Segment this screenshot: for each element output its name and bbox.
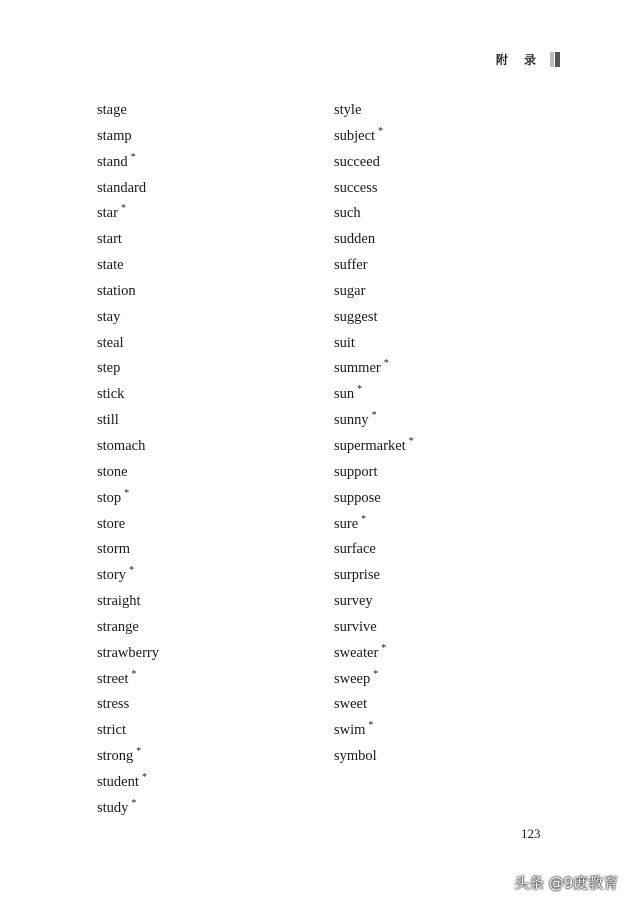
asterisk-mark: * [129, 565, 134, 577]
word-entry [334, 405, 414, 431]
word-entry [97, 586, 162, 612]
word-entry [97, 302, 162, 328]
word-entry [97, 715, 162, 741]
word-column-left [97, 95, 162, 819]
word-entry [97, 405, 162, 431]
word-entry [97, 664, 162, 690]
word-text: sudden [334, 231, 376, 248]
word-text: strong [97, 748, 134, 765]
word-text: state [97, 257, 124, 274]
asterisk-mark: * [120, 203, 126, 215]
word-text: stamp [97, 127, 132, 144]
word-text: strawberry [97, 644, 160, 661]
word-text: suppose [334, 489, 381, 506]
word-text: succeed [334, 153, 380, 170]
asterisk-mark: * [361, 513, 367, 525]
word-text: surprise [334, 567, 380, 584]
word-entry [334, 509, 414, 535]
word-text: standard [97, 179, 147, 196]
word-entry [334, 483, 414, 509]
asterisk-mark: * [357, 384, 363, 396]
asterisk-mark: * [124, 487, 130, 499]
word-text: stay [97, 308, 121, 325]
word-text: strange [97, 618, 139, 635]
asterisk-mark: * [141, 771, 147, 783]
word-entry [334, 224, 414, 250]
word-entry [334, 457, 414, 483]
word-entry [97, 457, 162, 483]
asterisk-mark: * [131, 668, 137, 680]
word-text: stand [97, 153, 128, 170]
word-text: storm [97, 541, 131, 558]
word-entry [97, 147, 162, 173]
word-entry [334, 276, 414, 302]
word-text: story [97, 567, 126, 584]
asterisk-mark: * [381, 642, 387, 654]
word-entry [334, 328, 414, 354]
word-text: store [97, 515, 126, 532]
word-text: straight [97, 593, 141, 610]
word-entry [97, 483, 162, 509]
word-entry [97, 276, 162, 302]
word-entry [97, 224, 162, 250]
word-text: stick [97, 386, 125, 403]
word-entry [334, 147, 414, 173]
word-text: style [334, 102, 362, 118]
word-text: steal [97, 334, 124, 351]
word-entry [97, 95, 162, 121]
word-text: support [334, 463, 378, 480]
page-header [496, 51, 560, 68]
word-entry [97, 198, 162, 224]
word-text: stone [97, 463, 128, 480]
word-text: strict [97, 722, 126, 739]
word-entry [334, 612, 414, 638]
word-text: swim [334, 722, 366, 739]
word-entry [334, 379, 414, 405]
word-text: surface [334, 541, 376, 558]
word-entry [97, 534, 162, 560]
asterisk-mark: * [373, 668, 379, 680]
word-entry [97, 121, 162, 147]
word-text: street [97, 670, 129, 687]
section-marker [550, 52, 560, 67]
word-entry [334, 664, 414, 690]
word-text: sure [334, 515, 359, 532]
word-entry [334, 741, 414, 767]
word-text: survey [334, 593, 373, 610]
marker-bar-dark [555, 52, 560, 67]
word-entry [97, 793, 162, 819]
word-entry [334, 353, 414, 379]
word-entry [334, 715, 414, 741]
asterisk-mark: * [408, 435, 414, 447]
word-text: stomach [97, 437, 146, 454]
asterisk-mark: * [136, 746, 142, 758]
word-text: such [334, 205, 361, 222]
word-text: stop [97, 489, 122, 506]
word-entry [334, 250, 414, 276]
word-entry [334, 173, 414, 199]
word-entry [334, 198, 414, 224]
word-column-right [334, 95, 414, 767]
word-entry [334, 638, 414, 664]
word-text: student [97, 773, 139, 790]
asterisk-mark: * [368, 720, 374, 732]
word-entry [334, 302, 414, 328]
word-text: summer [334, 360, 381, 377]
word-text: station [97, 282, 136, 299]
word-text: survive [334, 618, 377, 635]
word-text: stress [97, 696, 130, 713]
word-text: sweet [334, 696, 368, 713]
word-text: supermarket [334, 437, 406, 454]
word-text: sunny [334, 412, 369, 429]
word-entry [334, 689, 414, 715]
word-text: stage [97, 102, 127, 118]
word-text: suit [334, 334, 355, 351]
word-entry [97, 612, 162, 638]
word-text: sugar [334, 282, 366, 299]
word-text: suggest [334, 308, 378, 325]
word-text: study [97, 799, 129, 816]
word-entry [97, 328, 162, 354]
word-text: sun [334, 386, 355, 403]
word-entry [97, 638, 162, 664]
asterisk-mark: * [383, 358, 389, 370]
word-text: subject [334, 127, 376, 144]
word-text: step [97, 360, 121, 377]
word-entry [97, 431, 162, 457]
asterisk-mark: * [130, 151, 136, 163]
section-title: 附 录 [495, 53, 542, 67]
word-entry [334, 586, 414, 612]
word-entry [334, 121, 414, 147]
word-entry [97, 741, 162, 767]
word-text: star [97, 205, 118, 222]
word-text: start [97, 231, 122, 248]
word-entry [97, 173, 162, 199]
word-entry [334, 560, 414, 586]
word-text: suffer [334, 257, 368, 274]
word-text: still [97, 412, 119, 429]
word-entry [334, 95, 414, 121]
word-entry [97, 250, 162, 276]
word-text: success [334, 179, 378, 196]
word-text: sweater [334, 644, 379, 661]
word-entry [97, 560, 162, 586]
word-entry [97, 767, 162, 793]
word-text: sweep [334, 670, 371, 687]
word-text: symbol [334, 748, 377, 765]
asterisk-mark: * [378, 125, 384, 137]
word-entry [97, 353, 162, 379]
watermark: 头条 @9度教育 [514, 874, 619, 892]
word-entry [97, 689, 162, 715]
word-entry [334, 534, 414, 560]
marker-bar-light [550, 52, 554, 67]
asterisk-mark: * [371, 410, 377, 422]
word-entry [334, 431, 414, 457]
word-entry [97, 379, 162, 405]
page-number: 123 [521, 826, 541, 841]
word-entry [97, 509, 162, 535]
asterisk-mark: * [131, 797, 137, 809]
